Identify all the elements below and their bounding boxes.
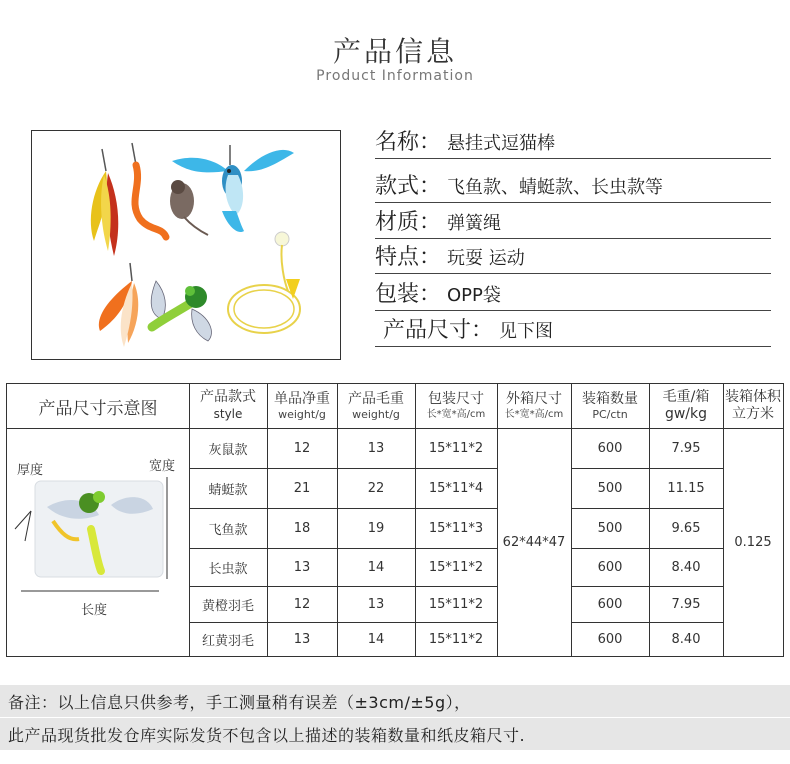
cell-gross-weight: 14 (367, 560, 385, 575)
product-photo (31, 130, 341, 360)
cell-quantity: 600 (597, 632, 623, 647)
cell-pack-size: 15*11*2 (428, 441, 484, 456)
header-sub: gw/kg (664, 406, 708, 422)
header-gross-per-box (649, 384, 723, 428)
spec-table (6, 383, 784, 657)
page-subtitle: Product Information (316, 68, 474, 84)
info-row-style (375, 168, 771, 203)
info-label: 名称： (375, 130, 442, 155)
cell-quantity: 600 (597, 441, 623, 456)
grey-mouse-toy (170, 180, 208, 235)
header-main: 单品净重 (274, 390, 330, 407)
size-diagram (7, 429, 189, 656)
cell-pack-size: 15*11*3 (428, 521, 484, 536)
diagram-title: 产品尺寸示意图 (38, 398, 158, 419)
cell-gross-per-box: 7.95 (671, 441, 701, 456)
cell-gross-weight: 13 (367, 441, 385, 456)
length-label: 长度 (81, 603, 108, 618)
info-value: 悬挂式逗猫棒 (447, 133, 556, 154)
header-sub: style (213, 407, 243, 421)
cell-quantity: 600 (597, 560, 623, 575)
info-row-size (375, 314, 771, 347)
info-label: 产品尺寸： (383, 318, 494, 343)
note-line-2: 此产品现货批发仓库实际发货不包含以上描述的装箱数量和纸皮箱尺寸. (0, 718, 790, 750)
header-main: 产品毛重 (348, 390, 404, 407)
header-main: 外箱尺寸 (506, 390, 562, 407)
cell-style: 灰鼠款 (208, 443, 248, 458)
cell-quantity: 500 (597, 481, 623, 496)
cell-gross-per-box: 8.40 (671, 560, 701, 575)
cell-net-weight: 13 (293, 560, 311, 575)
product-illustration (32, 131, 340, 359)
cell-gross-per-box: 8.40 (671, 632, 701, 647)
info-value: 飞鱼款、蜻蜓款、长虫款等 (447, 177, 664, 198)
cell-gross-weight: 19 (367, 521, 385, 536)
header-sub: weight/g (352, 407, 400, 421)
info-label: 款式： (375, 174, 442, 199)
cell-quantity: 600 (597, 597, 623, 612)
info-row-material (375, 208, 771, 239)
cell-style: 蜻蜓款 (208, 483, 248, 498)
cell-net-weight: 18 (293, 521, 311, 536)
header-main: 产品款式 (200, 389, 256, 405)
info-value: 见下图 (499, 321, 554, 342)
info-label: 材质： (375, 210, 442, 235)
header-sub: 立方米 (732, 406, 774, 422)
header-sub: 长*宽*高/cm (426, 408, 486, 420)
header-main: 装箱体积 (725, 389, 781, 405)
header-main: 毛重/箱 (662, 389, 710, 405)
header-pack-size (415, 384, 497, 428)
cell-net-weight: 21 (293, 481, 311, 496)
cell-pack-size: 15*11*4 (428, 481, 484, 496)
info-label: 特点： (375, 245, 442, 270)
cell-style: 红黄羽毛 (201, 634, 254, 649)
cell-pack-size: 15*11*2 (428, 560, 484, 575)
cell-net-weight: 12 (293, 441, 311, 456)
cell-gross-per-box: 11.15 (667, 481, 705, 496)
note-line-1: 备注：以上信息只供参考，手工测量稍有误差（±3cm/±5g）， (0, 685, 790, 717)
header-sub: weight/g (278, 407, 326, 421)
elastic-cord-toy (228, 232, 300, 333)
orange-feather-toy (99, 263, 138, 347)
page-title: 产品信息 (332, 35, 457, 68)
cell-style: 飞鱼款 (208, 523, 248, 538)
cell-style: 黄橙羽毛 (201, 599, 254, 614)
header-main: 装箱数量 (582, 390, 638, 407)
cell-pack-size: 15*11*2 (428, 597, 484, 612)
package-illustration (7, 429, 189, 599)
cell-gross-per-box: 9.65 (671, 521, 701, 536)
box-volume: 0.125 (734, 535, 772, 550)
yellow-feather-toy (91, 149, 118, 256)
header-quantity (571, 384, 649, 428)
cell-net-weight: 13 (293, 632, 311, 647)
info-value: 弹簧绳 (447, 213, 502, 234)
cell-style: 长虫款 (208, 562, 248, 577)
info-label: 包装： (375, 282, 442, 307)
header-outer-box (497, 384, 571, 428)
header-sub: PC/ctn (592, 407, 628, 421)
header-main: 包装尺寸 (428, 390, 484, 407)
cell-gross-weight: 22 (367, 481, 385, 496)
header-volume (723, 384, 783, 428)
header-net-weight (267, 384, 337, 428)
outer-box-size: 62*44*47 (502, 535, 566, 550)
cell-quantity: 500 (597, 521, 623, 536)
dragonfly-toy (151, 281, 211, 341)
info-value: 玩耍 运动 (447, 248, 525, 269)
width-label: 宽度 (149, 459, 176, 474)
cell-gross-weight: 14 (367, 632, 385, 647)
info-row-package (375, 278, 771, 311)
thickness-label: 厚度 (17, 463, 44, 478)
header-gross-weight (337, 384, 415, 428)
header-sub: 长*宽*高/cm (504, 408, 564, 420)
cell-gross-per-box: 7.95 (671, 597, 701, 612)
header-style (189, 384, 267, 428)
cell-net-weight: 12 (293, 597, 311, 612)
orange-worm-toy (132, 143, 166, 237)
info-value: OPP袋 (447, 285, 501, 306)
cell-pack-size: 15*11*2 (428, 632, 484, 647)
info-row-feature (375, 243, 771, 274)
info-row-name (375, 126, 771, 159)
cell-gross-weight: 13 (367, 597, 385, 612)
